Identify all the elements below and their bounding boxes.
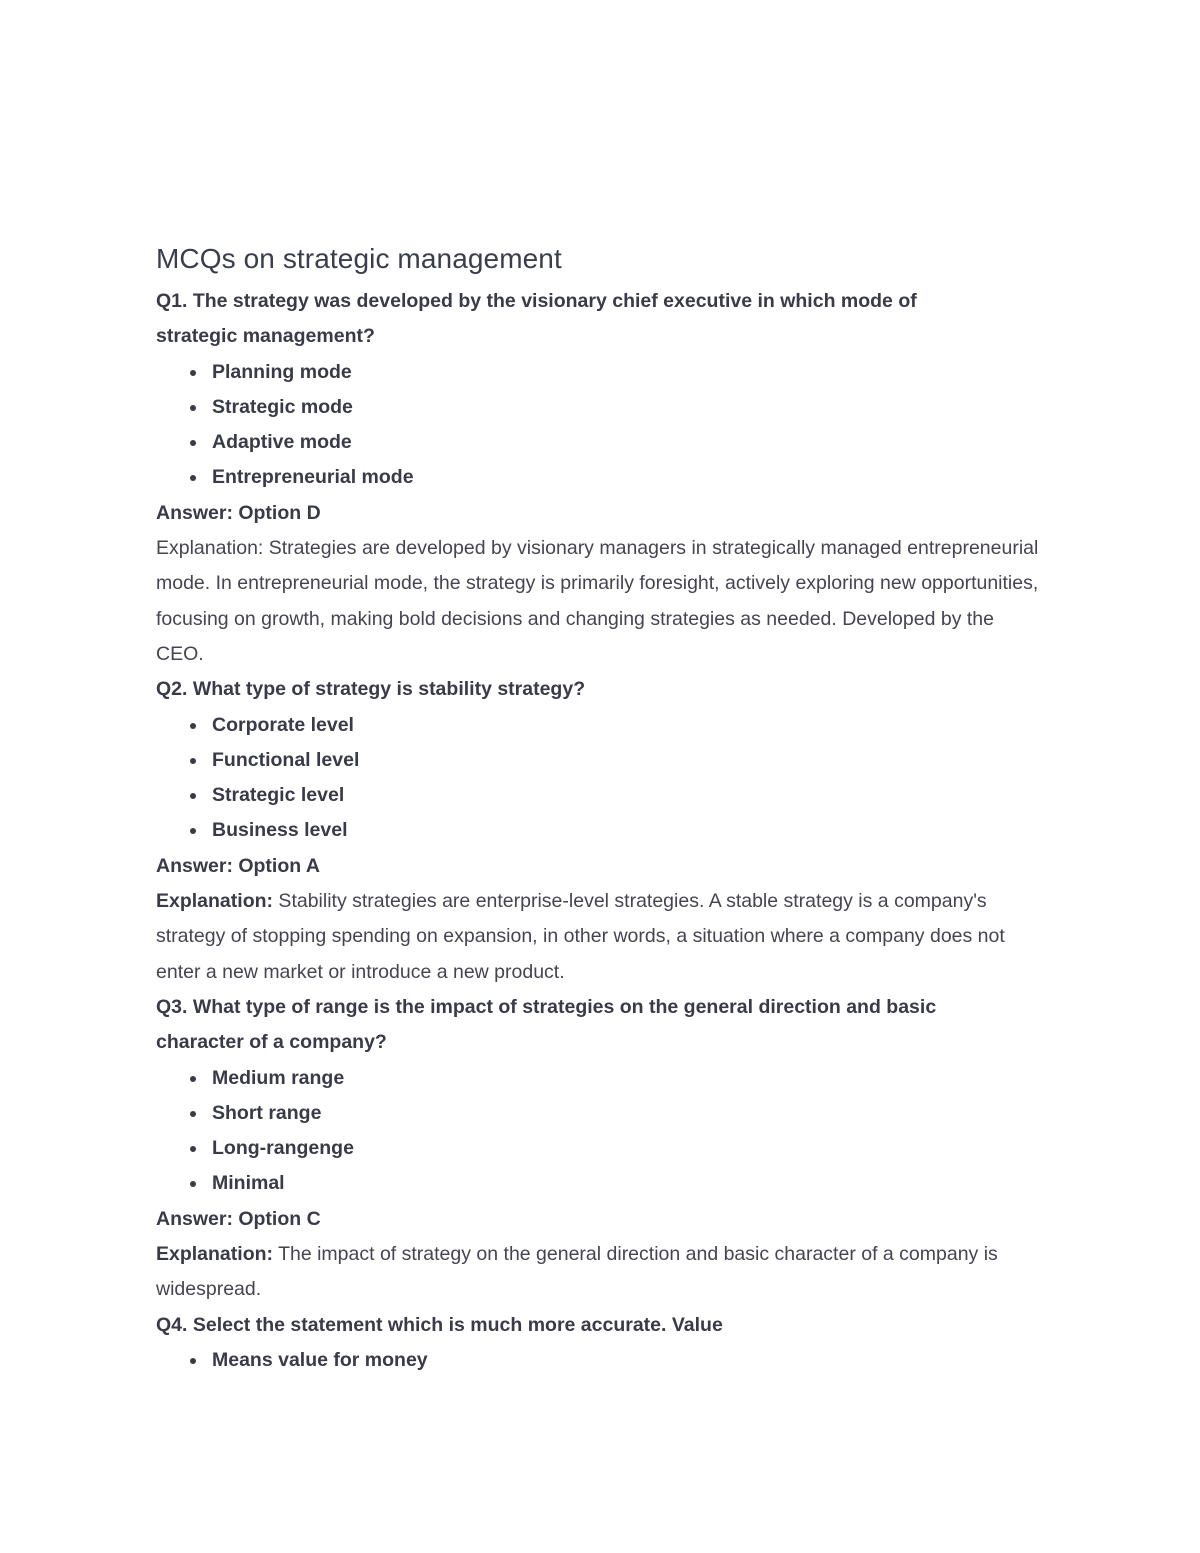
option-item: Business level [188, 813, 1056, 848]
question-block-2 [156, 672, 1056, 990]
option-item: Strategic mode [188, 390, 1056, 425]
document-page [156, 238, 1056, 1378]
options-list [156, 1343, 1056, 1378]
answer-text: Answer: Option C [156, 1207, 321, 1230]
option-item: Strategic level [188, 778, 1056, 813]
bullet-icon [190, 828, 196, 834]
explanation-label: Explanation: [156, 890, 274, 913]
explanation-text [156, 884, 1046, 990]
option-item: Planning mode [188, 355, 1056, 390]
bullet-icon [190, 758, 196, 764]
options-list [156, 355, 1056, 496]
question-block-1 [156, 284, 1056, 672]
bullet-icon [190, 1358, 196, 1364]
answer-text: Answer: Option D [156, 501, 321, 524]
option-item: Minimal [188, 1166, 1056, 1201]
bullet-icon [190, 1111, 196, 1117]
bullet-icon [190, 405, 196, 411]
bullet-icon [190, 1146, 196, 1152]
option-item: Medium range [188, 1061, 1056, 1096]
option-item: Entrepreneurial mode [188, 460, 1056, 495]
bullet-icon [190, 475, 196, 481]
bullet-icon [190, 1181, 196, 1187]
explanation-text [156, 1237, 1041, 1308]
question-block-4 [156, 1308, 1056, 1379]
bullet-icon [190, 723, 196, 729]
bullet-icon [190, 1076, 196, 1082]
bullet-icon [190, 793, 196, 799]
question-text: Q3. What type of range is the impact of strategies on the general direction and basic character of a company? [156, 995, 937, 1054]
option-item: Corporate level [188, 708, 1056, 743]
explanation-text [156, 531, 1041, 672]
bullet-icon [190, 440, 196, 446]
option-item: Adaptive mode [188, 425, 1056, 460]
option-item: Long-rangenge [188, 1131, 1056, 1166]
option-item: Means value for money [188, 1343, 1056, 1378]
bullet-icon [190, 370, 196, 376]
question-text: Q2. What type of strategy is stability strategy? [156, 678, 586, 701]
document-title: MCQs on strategic management [156, 243, 562, 274]
answer-text: Answer: Option A [156, 854, 320, 877]
option-item: Functional level [188, 743, 1056, 778]
explanation-body: Stability strategies are enterprise-level strategies. A stable strategy is a company's strategy of stopping spending on expansion, in other words, a situation where a company does not enter a new market or introduce a new product. [156, 890, 1005, 983]
explanation-body: Explanation: Strategies are developed by visionary managers in strategically managed entrepreneurial mode. In entrepreneurial mode, the strategy is primarily foresight, actively exploring new opportunities, focusing on growth, making bold decisions and changing strategies as needed. Developed by the CEO. [156, 537, 1039, 665]
explanation-label: Explanation: [156, 1243, 274, 1266]
question-block-3 [156, 990, 1056, 1308]
explanation-body: The impact of strategy on the general direction and basic character of a company is widespread. [156, 1243, 998, 1301]
options-list [156, 708, 1056, 849]
options-list [156, 1061, 1056, 1202]
option-item: Short range [188, 1096, 1056, 1131]
question-text: Q1. The strategy was developed by the visionary chief executive in which mode of strategic management? [156, 290, 917, 348]
question-text: Q4. Select the statement which is much more accurate. Value [156, 1313, 723, 1336]
